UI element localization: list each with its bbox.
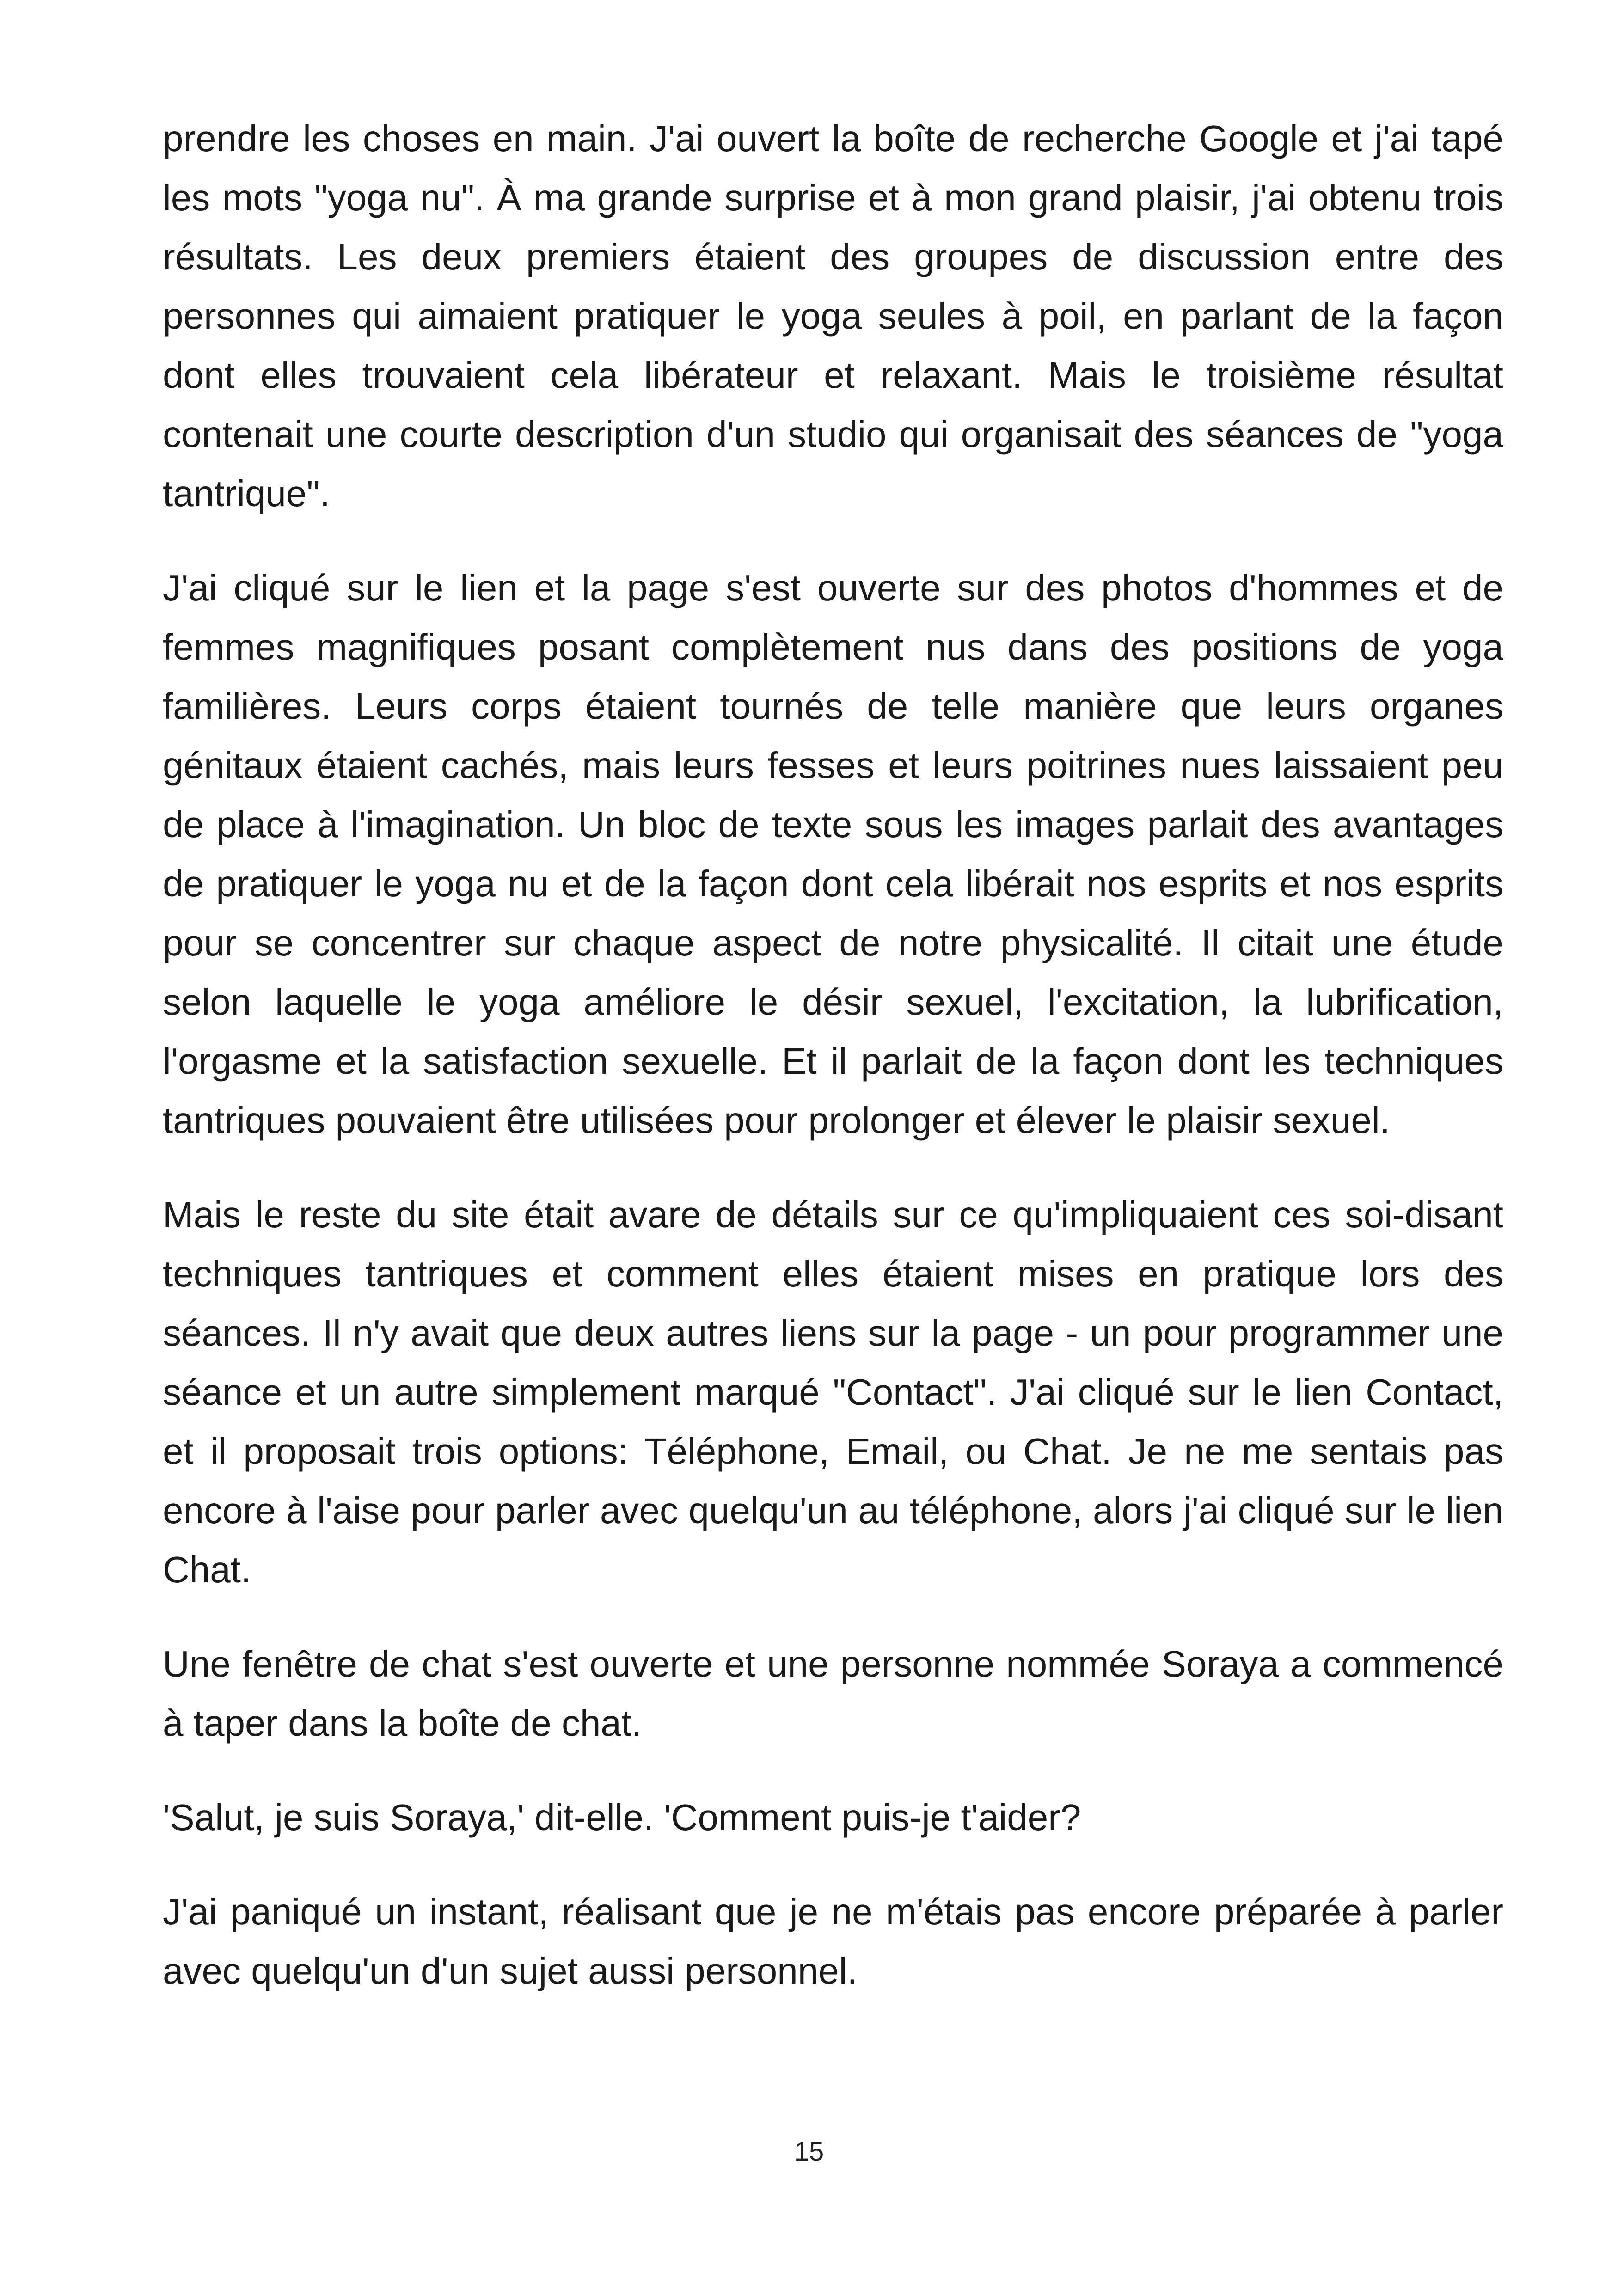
paragraph: 'Salut, je suis Soraya,' dit-elle. 'Comment puis-je t'aider? (163, 1797, 1081, 1838)
paragraph: prendre les choses en main. J'ai ouvert la boîte de recherche Google et j'ai tapé les mots "yoga nu". À ma grande surprise et à mon grand plaisir, j'ai obtenu trois résultats. Les deux premiers étaient des groupes de discussion entre des personnes qui aimaient pratiquer le yoga seules à poil, en parlant de la façon dont elles trouvaient cela libérateur et relaxant. Mais le troisième résultat contenait une courte description d'un studio qui organisait des séances de "yoga tantrique". (163, 118, 1503, 514)
paragraph: Une fenêtre de chat s'est ouverte et une personne nommée Soraya a commencé à taper dans la boîte de chat. (163, 1643, 1503, 1744)
paragraph: J'ai paniqué un instant, réalisant que je ne m'étais pas encore préparée à parler avec quelqu'un d'un sujet aussi personnel. (163, 1891, 1503, 1991)
page-number: 15 (794, 2137, 824, 2167)
paragraph: J'ai cliqué sur le lien et la page s'est ouverte sur des photos d'hommes et de femmes magnifiques posant complètement nus dans des positions de yoga familières. Leurs corps étaient tournés de telle manière que leurs organes génitaux étaient cachés, mais leurs fesses et leurs poitrines nues laissaient peu de place à l'imagination. Un bloc de texte sous les images parlait des avantages de pratiquer le yoga nu et de la façon dont cela libérait nos esprits et nos esprits pour se concentrer sur chaque aspect de notre physicalité. Il citait une étude selon laquelle le yoga améliore le désir sexuel, l'excitation, la lubrification, l'orgasme et la satisfaction sexuelle. Et il parlait de la façon dont les techniques tantriques pouvaient être utilisées pour prolonger et élever le plaisir sexuel. (163, 567, 1503, 1141)
paragraph: Mais le reste du site était avare de détails sur ce qu'impliquaient ces soi-disant techniques tantriques et comment elles étaient mises en pratique lors des séances. Il n'y avait que deux autres liens sur la page - un pour programmer une séance et un autre simplement marqué "Contact". J'ai cliqué sur le lien Contact, et il proposait trois options: Téléphone, Email, ou Chat. Je ne me sentais pas encore à l'aise pour parler avec quelqu'un au téléphone, alors j'ai cliqué sur le lien Chat. (163, 1194, 1503, 1590)
body-text (163, 109, 1503, 2036)
